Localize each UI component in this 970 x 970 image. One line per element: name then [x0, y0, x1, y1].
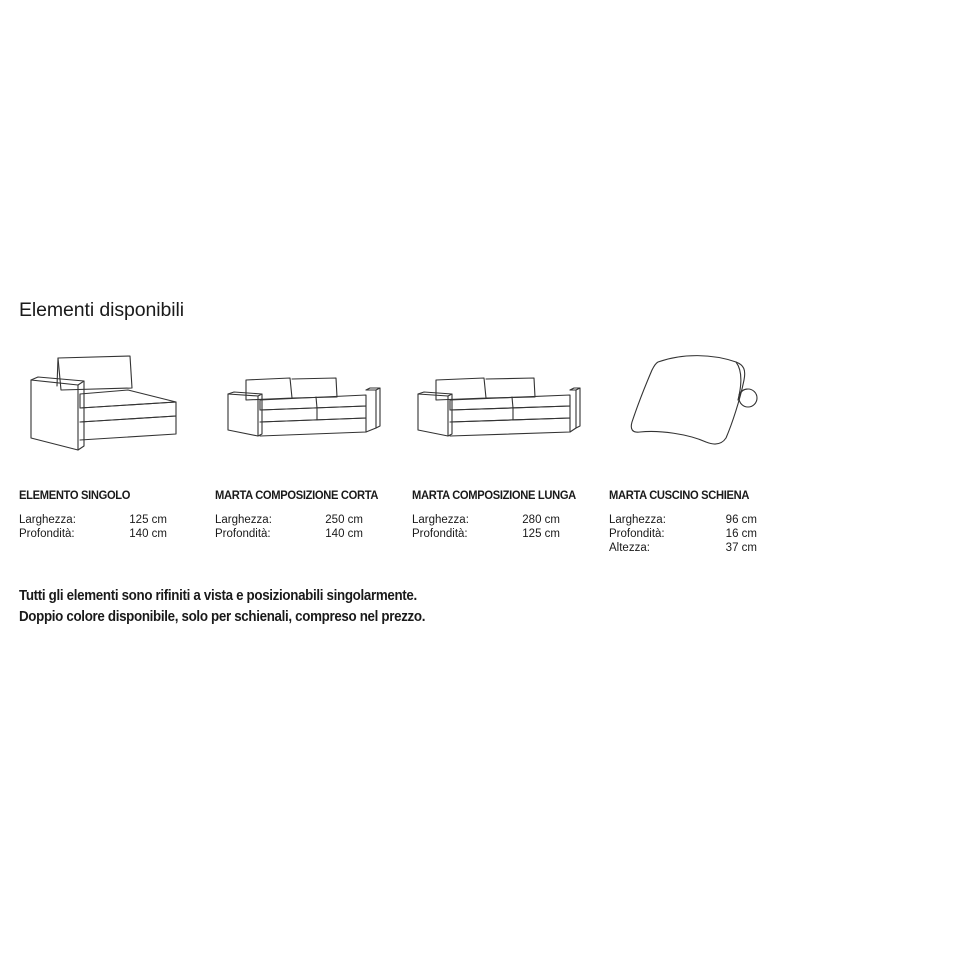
spec-row-height — [609, 541, 799, 555]
product-name: MARTA CUSCINO SCHIENA — [609, 488, 750, 502]
spec-value: 140 cm — [325, 528, 363, 540]
product-composizione-corta — [215, 489, 405, 541]
spec-label: Larghezza: — [215, 514, 272, 526]
product-name: MARTA COMPOSIZIONE CORTA — [215, 488, 379, 502]
back-cushion-icon-svg — [628, 350, 768, 460]
armchair-module-icon-svg — [28, 350, 183, 460]
spec-value: 125 cm — [129, 514, 167, 526]
spec-label: Profondità: — [215, 528, 271, 540]
product-cuscino-schiena — [609, 489, 799, 555]
spec-label: Larghezza: — [412, 514, 469, 526]
spec-label: Larghezza: — [609, 514, 666, 526]
spec-row-width — [215, 513, 405, 527]
spec-row-depth — [609, 527, 799, 541]
back-cushion-icon — [628, 350, 768, 460]
spec-row-width — [609, 513, 799, 527]
page-title: Elementi disponibili — [19, 299, 184, 321]
short-sofa-icon — [224, 350, 384, 460]
long-sofa-icon — [414, 350, 584, 460]
spec-row-depth — [19, 527, 209, 541]
note-finish: Tutti gli elementi sono rifiniti a vista e posizionabili singolarmente. — [19, 588, 417, 604]
spec-value: 125 cm — [522, 528, 560, 540]
spec-value: 280 cm — [522, 514, 560, 526]
spec-value: 250 cm — [325, 514, 363, 526]
spec-value: 16 cm — [725, 528, 757, 540]
footer-notes — [19, 586, 425, 628]
spec-label: Larghezza: — [19, 514, 76, 526]
product-composizione-lunga — [412, 489, 602, 541]
spec-label: Altezza: — [609, 542, 650, 554]
spec-row-depth — [412, 527, 602, 541]
spec-label: Profondità: — [19, 528, 75, 540]
product-elemento-singolo — [19, 489, 209, 541]
armchair-module-icon — [28, 350, 183, 460]
spec-row-width — [412, 513, 602, 527]
spec-label: Profondità: — [609, 528, 665, 540]
short-sofa-icon-svg — [224, 350, 384, 460]
spec-row-depth — [215, 527, 405, 541]
spec-value: 140 cm — [129, 528, 167, 540]
product-name: MARTA COMPOSIZIONE LUNGA — [412, 488, 576, 502]
product-name: ELEMENTO SINGOLO — [19, 488, 131, 502]
spec-value: 96 cm — [725, 514, 757, 526]
spec-value: 37 cm — [725, 542, 757, 554]
spec-label: Profondità: — [412, 528, 468, 540]
spec-row-width — [19, 513, 209, 527]
long-sofa-icon-svg — [414, 350, 584, 460]
note-double-color: Doppio colore disponibile, solo per schienali, compreso nel prezzo. — [19, 609, 426, 625]
